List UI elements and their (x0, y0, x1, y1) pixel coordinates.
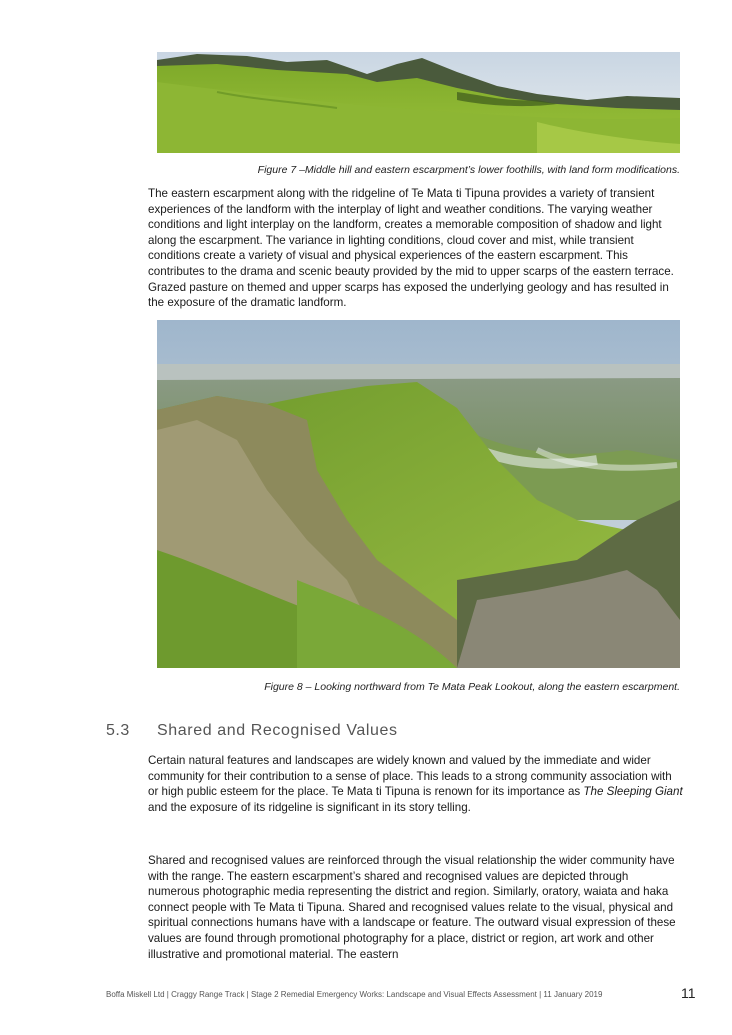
body-paragraph-3: Shared and recognised values are reinforced through the visual relationship the wider community have with the range. The eastern escarpment’s shared and recognised values are depicted through numerous photographic media representing the district and region. Similarly, oratory, waiata and haka connect people with Te Mata ti Tipuna. Shared and recognised values relate to the visual, physical and spiritual connections humans have with a landscape or feature. The outward visual expression of these values are found through promotional photography for a place, district or region, art work and other illustrative and promotional material. The eastern (148, 854, 676, 961)
paragraph-2-italic-title: The Sleeping Giant (583, 785, 683, 799)
figure-8-caption: Figure 8 – Looking northward from Te Mata Peak Lookout, along the eastern escarpment. (264, 681, 680, 693)
figure-7-photo (157, 52, 680, 153)
section-number: 5.3 (106, 722, 130, 739)
figure-8-photo (157, 320, 680, 668)
body-paragraph-2 (148, 753, 683, 815)
page-footer: Boffa Miskell Ltd | Craggy Range Track | Stage 2 Remedial Emergency Works: Landscape and Visual Effects Assessment | 11 January 2019 (106, 990, 603, 999)
figure-7-caption: Figure 7 –Middle hill and eastern escarpment’s lower foothills, with land form modifications. (257, 164, 680, 176)
section-title: Shared and Recognised Values (157, 722, 398, 739)
page-number: 11 (681, 985, 696, 1001)
paragraph-2-text-after: and the exposure of its ridgeline is significant in its story telling. (148, 800, 471, 814)
body-paragraph-1: The eastern escarpment along with the ridgeline of Te Mata ti Tipuna provides a variety of transient experiences of the landform with the interplay of light and weather conditions. The varying weather conditions and light interplay on the landform, creates a memorable composition of shadow and light along the escarpment. The variance in lighting conditions, cloud cover and mist, while transient conditions create a variety of visual and physical experiences of the eastern escarpment. This contributes to the drama and scenic beauty provided by the mid to upper scarps of the eastern terrace. Grazed pasture on themed and upper scarps has exposed the underlying geology and has resulted in the exposure of the dramatic landform. (148, 187, 674, 310)
paragraph-2-text-before: Certain natural features and landscapes are widely known and valued by the immediate and wider community for their contribution to a sense of place. This leads to a strong community association with or high public esteem for the place. Te Mata ti Tipuna is renown for its importance as (148, 754, 672, 799)
